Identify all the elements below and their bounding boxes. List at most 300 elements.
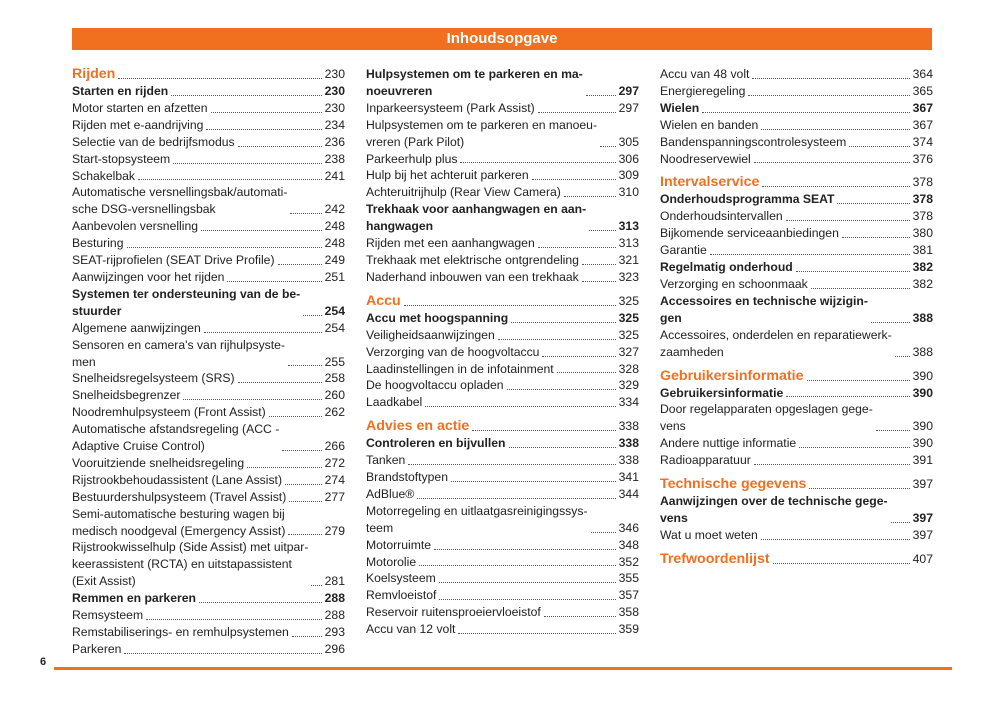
dot-leader	[507, 389, 616, 390]
toc-entry[interactable]	[366, 235, 639, 252]
toc-entry[interactable]	[660, 435, 933, 452]
dot-leader	[842, 237, 910, 238]
toc-entry[interactable]	[72, 218, 345, 235]
toc-entry[interactable]	[366, 361, 639, 378]
toc-page-number: 378	[912, 209, 933, 224]
toc-entry-title: Gebruikersinformatie	[660, 367, 804, 384]
toc-entry[interactable]	[72, 472, 345, 489]
toc-page-number: 338	[618, 453, 639, 468]
toc-page-number: 328	[618, 361, 639, 376]
toc-entry[interactable]	[660, 208, 933, 225]
toc-entry[interactable]	[366, 554, 639, 571]
dot-leader	[290, 213, 321, 214]
dot-leader	[876, 430, 910, 431]
toc-section[interactable]	[366, 435, 639, 452]
toc-entry-title: Wielen	[660, 100, 700, 115]
toc-entry-title: Aanbevolen versnelling	[72, 219, 199, 234]
toc-page-number: 277	[324, 489, 345, 504]
dot-leader	[285, 484, 322, 485]
toc-page-number: 378	[912, 192, 933, 207]
dot-leader	[124, 653, 321, 654]
toc-page-number: 323	[618, 269, 639, 284]
toc-page-number: 255	[324, 354, 345, 369]
toc-entry-title: AdBlue®	[366, 486, 415, 501]
dot-leader	[498, 339, 616, 340]
toc-page-number: 260	[324, 388, 345, 403]
toc-entry[interactable]	[366, 252, 639, 269]
toc-entry[interactable]	[660, 151, 933, 168]
toc-page-number: 230	[324, 67, 345, 81]
toc-entry[interactable]	[366, 486, 639, 503]
dot-leader	[292, 636, 322, 637]
toc-entry[interactable]	[366, 621, 639, 638]
toc-entry-title: Schakelbak	[72, 168, 136, 183]
toc-entry-title: Regelmatig onderhoud	[660, 260, 793, 275]
dot-leader	[586, 95, 616, 96]
page-number: 6	[40, 656, 47, 668]
dot-leader	[238, 382, 322, 383]
toc-entry[interactable]	[72, 168, 345, 185]
toc-chapter[interactable]	[366, 418, 639, 435]
toc-entry[interactable]	[366, 377, 639, 394]
dot-leader	[532, 179, 616, 180]
toc-section[interactable]	[660, 191, 933, 208]
toc-page-number: 346	[618, 520, 639, 535]
toc-page-number: 242	[324, 202, 345, 217]
dot-leader	[199, 602, 322, 603]
dot-leader	[811, 288, 910, 289]
toc-entry[interactable]	[660, 117, 933, 134]
toc-page-number: 364	[912, 67, 933, 81]
toc-page-number: 388	[912, 344, 933, 359]
toc-entry-title: Motor starten en afzetten	[72, 100, 208, 115]
toc-entry-title: Gebruikersinformatie	[660, 385, 784, 400]
toc-entry-title: Noodremhulpsysteem (Front Assist)	[72, 405, 266, 420]
dot-leader	[582, 281, 616, 282]
dot-leader	[538, 247, 616, 248]
toc-page-number: 397	[912, 510, 933, 525]
dot-leader	[761, 129, 909, 130]
toc-entry[interactable]	[366, 117, 639, 151]
toc-entry[interactable]	[72, 235, 345, 252]
toc-page-number: 321	[618, 252, 639, 267]
dot-leader	[871, 322, 910, 323]
toc-entry[interactable]	[366, 269, 639, 286]
toc-entry[interactable]	[366, 469, 639, 486]
toc-page-number: 390	[912, 419, 933, 434]
toc-entry-title: Snelheidsregelsysteem (SRS)	[72, 371, 235, 386]
dot-leader	[752, 78, 909, 79]
toc-page-number: 254	[324, 320, 345, 335]
toc-entry-title: Selectie van de bedrijfsmodus	[72, 134, 235, 149]
dot-leader	[311, 585, 321, 586]
toc-entry-title: Andere nuttige informatie	[660, 436, 797, 451]
toc-entry[interactable]	[72, 421, 345, 455]
toc-chapter[interactable]	[660, 476, 933, 493]
toc-page-number: 281	[324, 574, 345, 589]
dot-leader	[761, 539, 910, 540]
toc-page-number: 348	[618, 537, 639, 552]
dot-leader	[238, 146, 322, 147]
toc-page-number: 241	[324, 168, 345, 183]
dot-leader	[762, 186, 909, 187]
toc-entry[interactable]	[72, 506, 345, 540]
toc-entry[interactable]	[72, 489, 345, 506]
toc-entry-title: Bestuurdershulpsysteem (Travel Assist)	[72, 489, 287, 504]
toc-entry[interactable]	[72, 624, 345, 641]
toc-page-number: 381	[912, 243, 933, 258]
dot-leader	[434, 549, 616, 550]
dot-leader	[451, 481, 616, 482]
toc-entry-title: Motorregeling en uitlaatgasreinigingssys- teem	[366, 503, 588, 535]
dot-leader	[201, 230, 322, 231]
toc-entry[interactable]	[366, 537, 639, 554]
toc-page-number: 376	[912, 151, 933, 166]
toc-entry[interactable]	[72, 184, 345, 218]
toc-page-number: 338	[618, 436, 639, 451]
toc-entry[interactable]	[72, 134, 345, 151]
dot-leader	[288, 365, 322, 366]
toc-chapter[interactable]	[366, 293, 639, 310]
dot-leader	[748, 95, 909, 96]
toc-page-number: 266	[324, 439, 345, 454]
dot-leader	[204, 332, 322, 333]
dot-leader	[269, 416, 322, 417]
dot-leader	[511, 322, 615, 323]
toc-page-number: 288	[324, 608, 345, 623]
toc-page-number: 352	[618, 554, 639, 569]
toc-entry-title: Remvloeistof	[366, 588, 437, 603]
toc-page-number: 234	[324, 117, 345, 132]
toc-page-number: 272	[324, 455, 345, 470]
toc-entry[interactable]	[72, 641, 345, 658]
toc-entry[interactable]	[72, 455, 345, 472]
toc-entry[interactable]	[72, 320, 345, 337]
toc-entry-title: Trefwoordenlijst	[660, 550, 770, 567]
dot-leader	[425, 406, 615, 407]
dot-leader	[786, 220, 910, 221]
toc-page-number: 338	[618, 419, 639, 434]
toc-entry-title: Accu met hoogspanning	[366, 310, 509, 325]
toc-entry-title: Bijkomende serviceaanbiedingen	[660, 226, 839, 241]
toc-entry[interactable]	[72, 252, 345, 269]
dot-leader	[439, 599, 615, 600]
toc-entry-title: Wielen en banden	[660, 117, 759, 132]
toc-entry[interactable]	[72, 117, 345, 134]
dot-leader	[289, 501, 321, 502]
toc-page-number: 382	[912, 260, 933, 275]
toc-page-number: 306	[618, 151, 639, 166]
dot-leader	[118, 78, 321, 79]
toc-entry[interactable]	[366, 344, 639, 361]
toc-entry[interactable]	[72, 269, 345, 286]
toc-page-number: 380	[912, 226, 933, 241]
dot-leader	[564, 196, 616, 197]
toc-entry-title: Rijden met een aanhangwagen	[366, 236, 535, 251]
dot-leader	[754, 464, 910, 465]
toc-entry-title: SEAT-rijprofielen (SEAT Drive Profile)	[72, 253, 275, 268]
toc-entry-title: Advies en actie	[366, 418, 470, 435]
toc-entry-title: Snelheidsbegrenzer	[72, 388, 181, 403]
toc-page-number: 367	[912, 117, 933, 132]
toc-entry-title: Verzorging en schoonmaak	[660, 276, 808, 291]
toc-page-number: 313	[618, 219, 639, 234]
dot-leader	[127, 247, 322, 248]
toc-entry-title: Parkeerhulp plus	[366, 151, 458, 166]
toc-page-number: 374	[912, 134, 933, 149]
toc-entry-title: Remsysteem	[72, 608, 144, 623]
dot-leader	[891, 522, 910, 523]
toc-section[interactable]	[660, 385, 933, 402]
toc-entry-title: Door regelapparaten opgeslagen gege- vens	[660, 402, 873, 434]
dot-leader	[282, 450, 321, 451]
toc-page-number: 310	[618, 185, 639, 200]
toc-page-number: 297	[618, 83, 639, 98]
dot-leader	[278, 264, 322, 265]
toc-entry-title: Automatische afstandsregeling (ACC - Adaptive Cruise Control)	[72, 422, 280, 454]
dot-leader	[472, 430, 615, 431]
toc-page-number: 238	[324, 151, 345, 166]
toc-section[interactable]	[72, 286, 345, 320]
dot-leader	[206, 129, 321, 130]
toc-entry-title: Brandstoftypen	[366, 470, 448, 485]
toc-entry-title: Garantie	[660, 243, 707, 258]
toc-page-number: 344	[618, 486, 639, 501]
toc-entry-title: Koelsysteem	[366, 571, 436, 586]
toc-entry-title: Rijden met e-aandrijving	[72, 117, 204, 132]
dot-leader	[849, 146, 909, 147]
toc-chapter[interactable]	[660, 551, 933, 568]
toc-entry[interactable]	[660, 242, 933, 259]
toc-entry[interactable]	[72, 404, 345, 421]
toc-page-number: 390	[912, 368, 933, 383]
toc-entry-title: Laadinstellingen in de infotainment	[366, 361, 554, 376]
toc-entry-title: Tanken	[366, 453, 406, 468]
toc-entry-title: Wat u moet weten	[660, 527, 758, 542]
toc-page-number: 230	[324, 84, 345, 98]
toc-entry[interactable]	[72, 607, 345, 624]
toc-entry-title: Veiligheidsaanwijzingen	[366, 327, 495, 342]
dot-leader	[542, 356, 615, 357]
toc-entry[interactable]	[660, 134, 933, 151]
dot-leader	[799, 447, 909, 448]
toc-entry-title: Energieregeling	[660, 83, 746, 98]
toc-entry[interactable]	[366, 570, 639, 587]
toc-entry-title: Trekhaak met elektrische ontgrendeling	[366, 252, 579, 267]
toc-entry[interactable]	[660, 401, 933, 435]
footer-rule	[54, 667, 952, 670]
toc-entry-title: Accu van 12 volt	[366, 622, 456, 637]
dot-leader	[557, 372, 616, 373]
dot-leader	[288, 534, 321, 535]
toc-page-number: 390	[912, 385, 933, 400]
toc-entry[interactable]	[72, 539, 345, 590]
toc-page-number: 254	[324, 303, 345, 318]
toc-entry[interactable]	[366, 604, 639, 621]
toc-page-number: 313	[618, 236, 639, 251]
toc-page-number: 334	[618, 395, 639, 410]
page-title: Inhoudsopgave	[72, 28, 932, 50]
toc-entry-title: Inparkeersysteem (Park Assist)	[366, 100, 535, 115]
toc-entry[interactable]	[660, 452, 933, 469]
toc-entry-title: Motorolie	[366, 554, 417, 569]
toc-entry-title: Motorruimte	[366, 537, 432, 552]
toc-page-number: 367	[912, 100, 933, 115]
toc-entry-title: Laadkabel	[366, 395, 423, 410]
dot-leader	[417, 498, 615, 499]
toc-page-number: 251	[324, 269, 345, 284]
toc-entry-title: Hulp bij het achteruit parkeren	[366, 168, 529, 183]
dot-leader	[773, 563, 910, 564]
toc-entry-title: Besturing	[72, 236, 124, 251]
toc-section[interactable]	[72, 83, 345, 100]
toc-entry-title: Automatische versnellingsbak/automati- sche DSG-versnellingsbak	[72, 185, 288, 217]
dot-leader	[211, 112, 322, 113]
toc-page-number: 325	[618, 293, 639, 308]
toc-page-number: 341	[618, 470, 639, 485]
toc-entry-title: De hoogvoltaccu opladen	[366, 378, 504, 393]
toc-entry[interactable]	[366, 327, 639, 344]
toc-page-number: 288	[324, 591, 345, 606]
toc-entry[interactable]	[660, 276, 933, 293]
dot-leader	[796, 271, 910, 272]
dot-leader	[404, 305, 616, 306]
toc-column-3	[660, 66, 933, 568]
toc-entry-title: Onderhoudsintervallen	[660, 209, 783, 224]
toc-entry[interactable]	[72, 387, 345, 404]
toc-column-1	[72, 66, 345, 658]
toc-page-number: 293	[324, 625, 345, 639]
toc-entry[interactable]	[660, 327, 933, 361]
toc-entry-title: Parkeren	[72, 641, 122, 656]
toc-page-number: 359	[618, 622, 639, 637]
toc-page-number: 397	[912, 477, 933, 492]
toc-entry[interactable]	[366, 452, 639, 469]
dot-leader	[460, 162, 615, 163]
toc-entry[interactable]	[366, 167, 639, 184]
toc-entry-title: Accu van 48 volt	[660, 67, 750, 81]
toc-section[interactable]	[660, 293, 933, 327]
dot-leader	[247, 467, 322, 468]
toc-entry[interactable]	[366, 100, 639, 117]
dot-leader	[227, 281, 321, 282]
toc-entry-title: Reservoir ruitensproeiervloeistof	[366, 605, 541, 620]
toc-page-number: 297	[618, 100, 639, 115]
dot-leader	[809, 488, 909, 489]
toc-chapter[interactable]	[72, 66, 345, 83]
toc-entry-title: Systemen ter ondersteuning van de be- stuurder	[72, 286, 301, 318]
toc-entry-title: Radioapparatuur	[660, 453, 751, 468]
toc-page-number: 296	[324, 641, 345, 656]
dot-leader	[458, 633, 615, 634]
toc-page-number: 407	[912, 551, 933, 566]
toc-page-number: 258	[324, 371, 345, 386]
dot-leader	[171, 95, 321, 96]
dot-leader	[702, 112, 909, 113]
toc-section[interactable]	[660, 493, 933, 527]
toc-entry[interactable]	[72, 337, 345, 371]
toc-entry-title: Accessoires, onderdelen en reparatiewerk- zaamheden	[660, 327, 892, 359]
toc-page-number: 390	[912, 436, 933, 451]
toc-entry[interactable]	[660, 83, 933, 100]
toc-page-number: 327	[618, 344, 639, 359]
toc-page-number: 279	[324, 523, 345, 538]
toc-entry[interactable]	[366, 394, 639, 411]
toc-entry-title: Hulpsystemen om te parkeren en ma- noeuvreren	[366, 67, 583, 98]
toc-page-number: 329	[618, 378, 639, 393]
toc-entry-title: Starten en rijden	[72, 84, 169, 98]
toc-page-number: 305	[618, 134, 639, 149]
toc-entry-title: Noodreservewiel	[660, 151, 751, 166]
dot-leader	[754, 162, 910, 163]
toc-entry-title: Accessoires en technische wijzigin- gen	[660, 293, 868, 325]
dot-leader	[183, 399, 321, 400]
toc-entry[interactable]	[72, 100, 345, 117]
toc-page-number: 365	[912, 83, 933, 98]
toc-page-number: 309	[618, 168, 639, 183]
toc-entry-title: Hulpsystemen om te parkeren en manoeu- vreren (Park Pilot)	[366, 117, 598, 149]
toc-entry-title: Semi-automatische besturing wagen bij medisch noodgeval (Emergency Assist)	[72, 506, 286, 538]
toc-entry-title: Vooruitziende snelheidsregeling	[72, 455, 245, 470]
toc-entry-title: Aanwijzingen voor het rijden	[72, 269, 225, 284]
toc-entry-title: Aanwijzingen over de technische gege- vens	[660, 494, 888, 525]
toc-page-number: 248	[324, 236, 345, 251]
toc-page-number: 355	[618, 571, 639, 586]
toc-column-2	[366, 66, 639, 638]
toc-entry-title: Remstabiliserings- en remhulpsystemen	[72, 625, 289, 639]
dot-leader	[408, 464, 615, 465]
toc-section[interactable]	[660, 100, 933, 117]
toc-page-number: 388	[912, 310, 933, 325]
toc-entry[interactable]	[72, 370, 345, 387]
dot-leader	[303, 315, 321, 316]
toc-entry[interactable]	[366, 184, 639, 201]
toc-entry[interactable]	[366, 503, 639, 537]
toc-section[interactable]	[366, 66, 639, 100]
toc-entry-title: Remmen en parkeren	[72, 591, 196, 606]
toc-entry-title: Technische gegevens	[660, 476, 807, 493]
toc-entry-title: Bandenspanningscontrolesysteem	[660, 134, 847, 149]
toc-section[interactable]	[660, 259, 933, 276]
toc-entry[interactable]	[366, 151, 639, 168]
toc-entry[interactable]	[660, 66, 933, 83]
toc-page-number: 248	[324, 219, 345, 234]
dot-leader	[544, 616, 616, 617]
toc-section[interactable]	[366, 201, 639, 235]
dot-leader	[582, 264, 616, 265]
toc-chapter[interactable]	[660, 368, 933, 385]
toc-section[interactable]	[366, 310, 639, 327]
toc-entry[interactable]	[366, 587, 639, 604]
dot-leader	[509, 447, 616, 448]
toc-chapter[interactable]	[660, 174, 933, 191]
toc-entry-title: Trekhaak voor aanhangwagen en aan- hangwagen	[366, 202, 587, 234]
dot-leader	[439, 582, 616, 583]
toc-page-number: 358	[618, 605, 639, 620]
toc-page-number: 230	[324, 100, 345, 115]
toc-page-number: 382	[912, 276, 933, 291]
toc-entry[interactable]	[72, 151, 345, 168]
toc-page-number: 378	[912, 175, 933, 190]
toc-section[interactable]	[72, 590, 345, 607]
toc-entry-title: Intervalservice	[660, 174, 760, 191]
toc-page-number: 391	[912, 453, 933, 468]
toc-entry[interactable]	[660, 225, 933, 242]
toc-entry-title: Naderhand inbouwen van een trekhaak	[366, 269, 579, 284]
toc-entry[interactable]	[660, 527, 933, 544]
toc-entry-title: Rijden	[72, 66, 116, 82]
toc-page-number: 397	[912, 527, 933, 542]
